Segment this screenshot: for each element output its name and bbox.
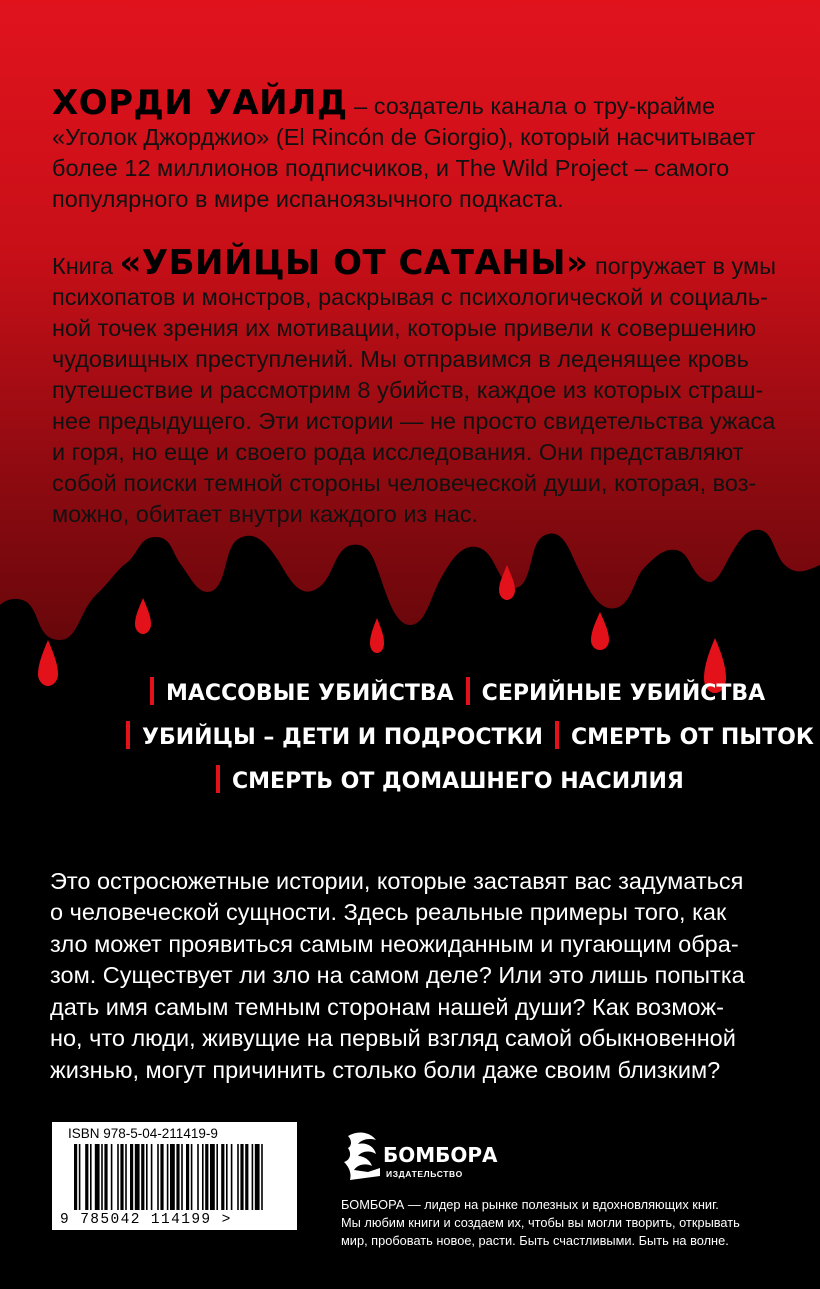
publisher-description: БОМБОРА — лидер на рынке полезных и вдохновляющих книг. Мы любим книги и создаем их, чтобы вы могли творить, открывать мир, пробовать новое, расти. Быть счастливыми. Быть на волне. [341,1197,740,1248]
barcode-bar [151,1144,153,1210]
barcode-bar [252,1144,254,1210]
author-intro: ХОРДИ УАЙЛД – создатель канала о тру-крайме «Уголок Джорджио» (El Rincón de Giorgio), который насчитывает более 12 миллионов подписчиков, и The Wild Project – самого популярного в мире испаноязычного подкаста. [52,83,756,212]
barcode-bar [176,1144,179,1210]
category-row-3 [204,760,684,804]
category-mass-murders: МАССОВЫЕ УБИЙСТВА [166,681,454,706]
barcode-bar [125,1144,127,1210]
barcode-bar [157,1144,159,1210]
barcode-bar [216,1144,218,1210]
category-divider [466,677,470,705]
barcode-bar [79,1144,81,1210]
barcode-bar [197,1144,199,1210]
category-row-1 [138,672,765,716]
publisher-name: БОМБОРА [383,1143,498,1167]
book-title: «УБИЙЦЫ ОТ САТАНЫ» [119,243,589,283]
barcode-bar [111,1144,113,1210]
barcode-bar [74,1144,77,1210]
barcode-bar [226,1144,228,1210]
barcode-bar [202,1144,204,1210]
category-torture-death: СМЕРТЬ ОТ ПЫТОК [570,725,814,750]
barcode-bar [237,1144,239,1210]
category-divider [216,765,220,793]
barcode-bar [210,1144,215,1210]
barcode-bar [85,1144,88,1210]
category-row-2 [114,716,814,760]
barcode-bar [117,1144,119,1210]
barcode-bar [240,1144,243,1210]
barcode-bar [135,1144,140,1210]
barcode-bar [221,1144,224,1210]
barcode-bar [205,1144,208,1210]
barcode-bar [170,1144,175,1210]
category-domestic-violence: СМЕРТЬ ОТ ДОМАШНЕГО НАСИЛИЯ [232,769,684,794]
barcode-bar [245,1144,248,1210]
category-divider [126,721,130,749]
barcode-label [52,1122,297,1230]
barcode-bar [255,1144,260,1210]
barcode-bar [141,1144,144,1210]
barcode-bar [191,1144,193,1210]
isbn-text: ISBN 978-5-04-211419-9 [68,1126,218,1141]
barcode-bar [261,1144,263,1210]
closing-paragraph: Это остросюжетные истории, которые заставят вас задуматься о человеческой сущности. Здесь реальные примеры того, как зло может проявиться самым неожиданным и пугающим обра- зом. Существует ли зло на самом деле? Или это лишь попытка дать имя самым темным сторонам нашей души? Как возмож- но, что люди, живущие на первый взгляд самой обыкновенной жизнью, могут причинить столько боли даже своим близким? [50,867,745,1083]
barcode-digits: 9 785042 114199 > [60,1212,232,1228]
barcode-bar [101,1144,103,1210]
book-description: Книга «УБИЙЦЫ ОТ САТАНЫ» погружает в умы психопатов и монстров, раскрывая с психологической и социаль- ной точек зрения их мотивации, которые привели к совершению чудовищных преступлений. Мы отправимся в леденящее кровь путешествие и рассмотрим 8 убийств, каждое из которых страш- нее предыдущего. Эти истории — не просто свидетельства ужаса и горя, но еще и своего рода исследования. Они представляют собой поиски темной стороны человеческой души, которая, воз- можно, обитает внутри каждого из нас. [52,243,777,527]
category-divider [555,721,559,749]
barcode-bar [104,1144,107,1210]
drop-1 [499,565,515,600]
category-child-killers: УБИЙЦЫ – ДЕТИ И ПОДРОСТКИ [142,725,543,750]
barcode-bar [146,1144,148,1210]
barcode-bar [90,1144,92,1210]
barcode-bar [160,1144,163,1210]
barcode-bar [186,1144,189,1210]
barcode-bar [130,1144,133,1210]
barcode-bar [231,1144,233,1210]
barcode-bar [120,1144,123,1210]
barcode-bar [167,1144,169,1210]
publisher-subtitle: ИЗДАТЕЛЬСТВО [386,1169,463,1179]
author-name: ХОРДИ УАЙЛД [52,83,348,123]
barcode-bar [95,1144,100,1210]
category-serial-murders: СЕРИЙНЫЕ УБИЙСТВА [481,681,766,706]
category-divider [150,677,154,705]
barcode-bar [181,1144,183,1210]
